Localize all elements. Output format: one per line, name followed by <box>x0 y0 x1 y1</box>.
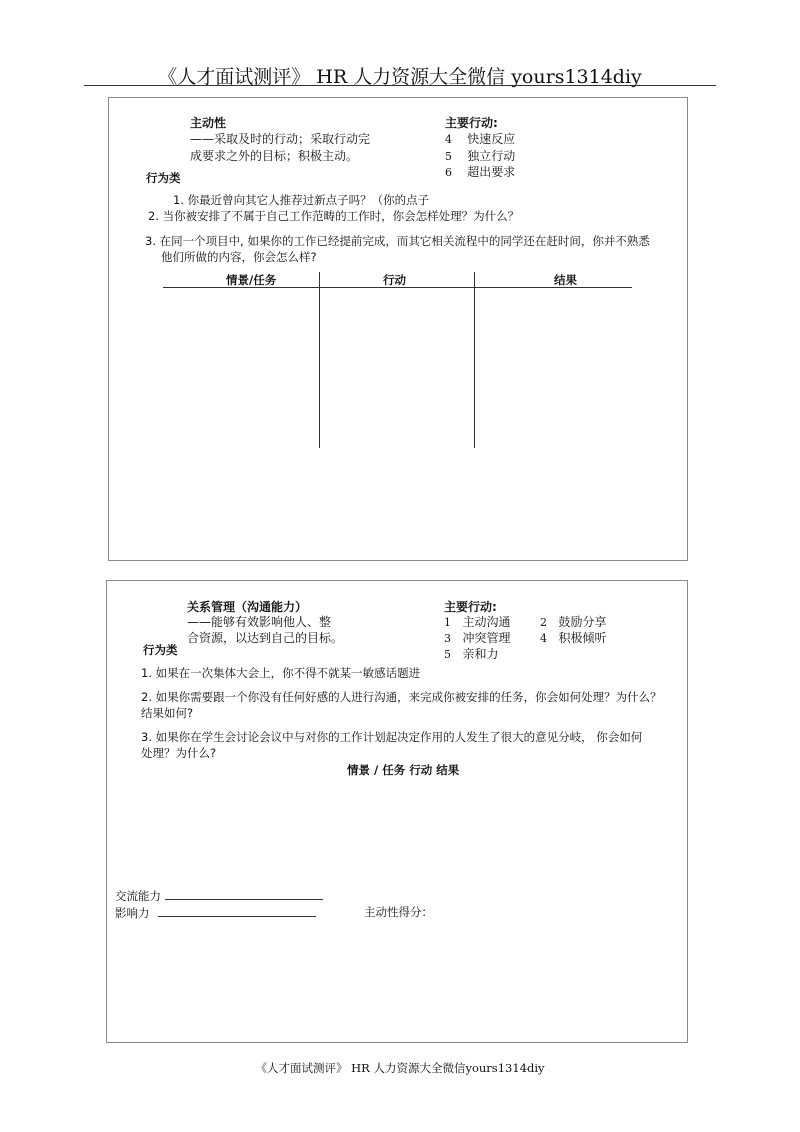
competency-title: 主动性 <box>190 116 227 130</box>
page-footer: 《人才面试测评》 HR 人力资源大全微信yours1314diy <box>255 1061 545 1075</box>
score-communication: 交流能力 <box>115 888 323 904</box>
key-action-item: 4 快速反应 <box>445 132 516 146</box>
question-3-line1: 3. 如果你在学生会讨论会议中与对你的工作计划起决定作用的人发生了很大的意见分岐， 你会如何 <box>141 730 643 744</box>
score-influence-blank[interactable] <box>158 905 316 917</box>
header-divider <box>84 85 716 86</box>
question-2-line2: 结果如何? <box>141 706 194 720</box>
question-3-line1: 3. 在同一个项目中, 如果你的工作已经提前完成，而其它相关流程中的同学还在赶时间，你并不熟悉 <box>145 234 650 248</box>
key-actions-title: 主要行动: <box>445 116 498 130</box>
key-action-item: 5 亲和力 <box>444 647 499 661</box>
key-actions-title: 主要行动: <box>444 600 497 614</box>
behavior-category-label: 行为类 <box>143 643 178 657</box>
score-influence: 影响力 <box>115 905 316 921</box>
initiative-score-label: 主动性得分： <box>364 905 433 919</box>
key-action-item: 4 积极倾听 <box>540 631 607 645</box>
table-header: 情景 / 任务 行动 结果 <box>347 763 460 777</box>
competency-title: 关系管理（沟通能力） <box>187 600 308 614</box>
question-2: 2. 当你被安排了不属于自己工作范畴的工作时，你会怎样处理？为什么？ <box>148 209 520 223</box>
section-initiative-box <box>108 97 688 561</box>
question-2-line1: 2. 如果你需要跟一个你没有任何好感的人进行沟通，来完成你被安排的任务，你会如何处理？为什么？ <box>141 690 662 704</box>
key-action-item: 2 鼓励分享 <box>540 615 607 629</box>
table-header-action: 行动 <box>383 273 406 287</box>
score-communication-blank[interactable] <box>165 888 323 900</box>
competency-definition-line1: ——采取及时的行动；采取行动完 <box>190 132 371 146</box>
key-action-item: 5 独立行动 <box>445 149 516 163</box>
table-column-divider <box>474 272 475 448</box>
competency-definition-line2: 合资源，以达到自己的目标。 <box>187 631 344 645</box>
question-1: 1. 如果在一次集体大会上，你不得不就某一敏感话题进 <box>141 666 421 680</box>
question-3-line2: 他们所做的内容，你会怎么样? <box>161 250 317 264</box>
competency-definition-line1: ——能够有效影响他人、整 <box>187 615 332 629</box>
key-action-item: 3 冲突管理 <box>444 631 511 645</box>
table-header-situation: 情景/任务 <box>226 273 277 287</box>
key-action-item: 6 超出要求 <box>445 165 516 179</box>
page-header-title: 《人才面试测评》 HR 人力资源大全微信 yours1314diy <box>158 66 642 88</box>
behavior-category-label: 行为类 <box>146 171 181 185</box>
table-column-divider <box>319 272 320 448</box>
question-3-line2: 处理？为什么? <box>141 746 217 760</box>
section-relationship-box <box>106 580 688 1043</box>
key-action-item: 1 主动沟通 <box>444 615 511 629</box>
table-header-rule <box>163 287 632 288</box>
table-header-result: 结果 <box>554 273 577 287</box>
competency-definition-line2: 成要求之外的目标；积极主动。 <box>190 149 359 163</box>
question-1: 1. 你最近曾向其它人推荐过新点子吗？（你的点子 <box>173 193 430 207</box>
